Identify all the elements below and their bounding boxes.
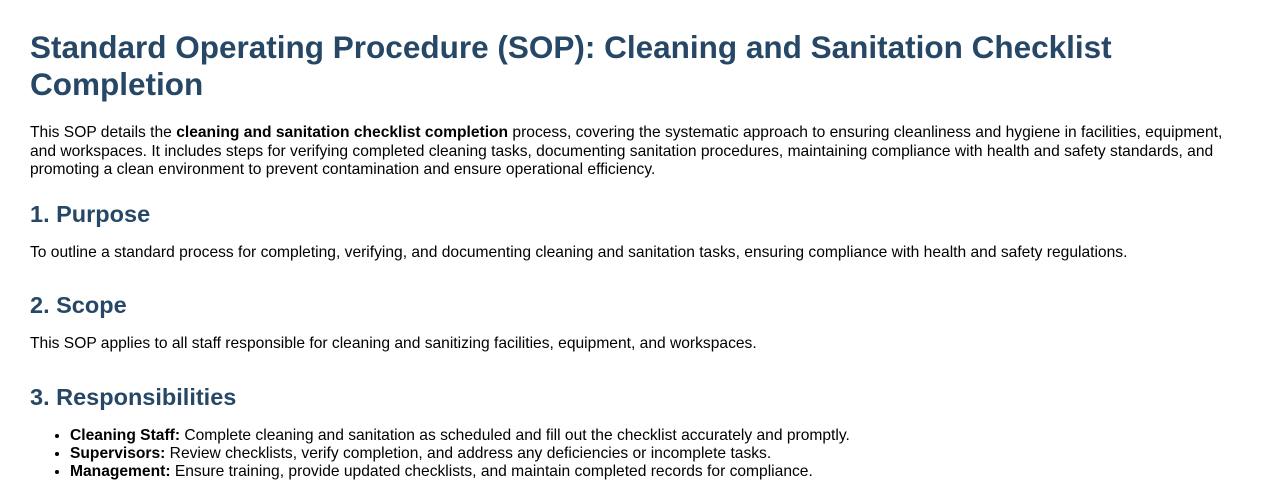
- scope-heading: 2. Scope: [30, 292, 127, 318]
- role-label: Cleaning Staff:: [70, 426, 181, 444]
- intro-paragraph: [30, 124, 1233, 180]
- responsibilities-list: [30, 427, 1233, 482]
- role-description: Complete cleaning and sanitation as scheduled and fill out the checklist accurately and promptly.: [180, 426, 850, 444]
- intro-text-start: This SOP details the: [30, 124, 177, 141]
- intro-bold-text: cleaning and sanitation checklist completion: [176, 124, 509, 141]
- role-label: Supervisors:: [70, 444, 166, 462]
- page-title: Standard Operating Procedure (SOP): Cleaning and Sanitation Checklist Completion: [30, 29, 1112, 102]
- list-item: [70, 427, 1233, 445]
- role-label: Management:: [70, 463, 171, 481]
- responsibilities-heading: 3. Responsibilities: [30, 383, 237, 410]
- list-item: [70, 463, 1233, 481]
- role-description: Review checklists, verify completion, and address any deficiencies or incomplete tasks.: [165, 444, 772, 462]
- purpose-heading: 1. Purpose: [30, 200, 151, 227]
- purpose-text: To outline a standard process for completing, verifying, and documenting cleaning and sanitation tasks, ensuring compliance with health and safety regulations.: [30, 243, 1128, 261]
- role-description: Ensure training, provide updated checklists, and maintain completed records for compliance.: [170, 463, 813, 481]
- intro-text-end: process, covering the systematic approach to ensuring cleanliness and hygiene in facilities, equipment, and workspaces. It includes steps for verifying completed cleaning tasks, documenting sanitation procedures, maintaining compliance with health and safety standards, and promoting a clean environment to prevent contamination and ensure operational efficiency.: [30, 124, 1223, 178]
- scope-text: This SOP applies to all staff responsible for cleaning and sanitizing facilities, equipment, and workspaces.: [30, 335, 757, 352]
- list-item: [70, 445, 1233, 463]
